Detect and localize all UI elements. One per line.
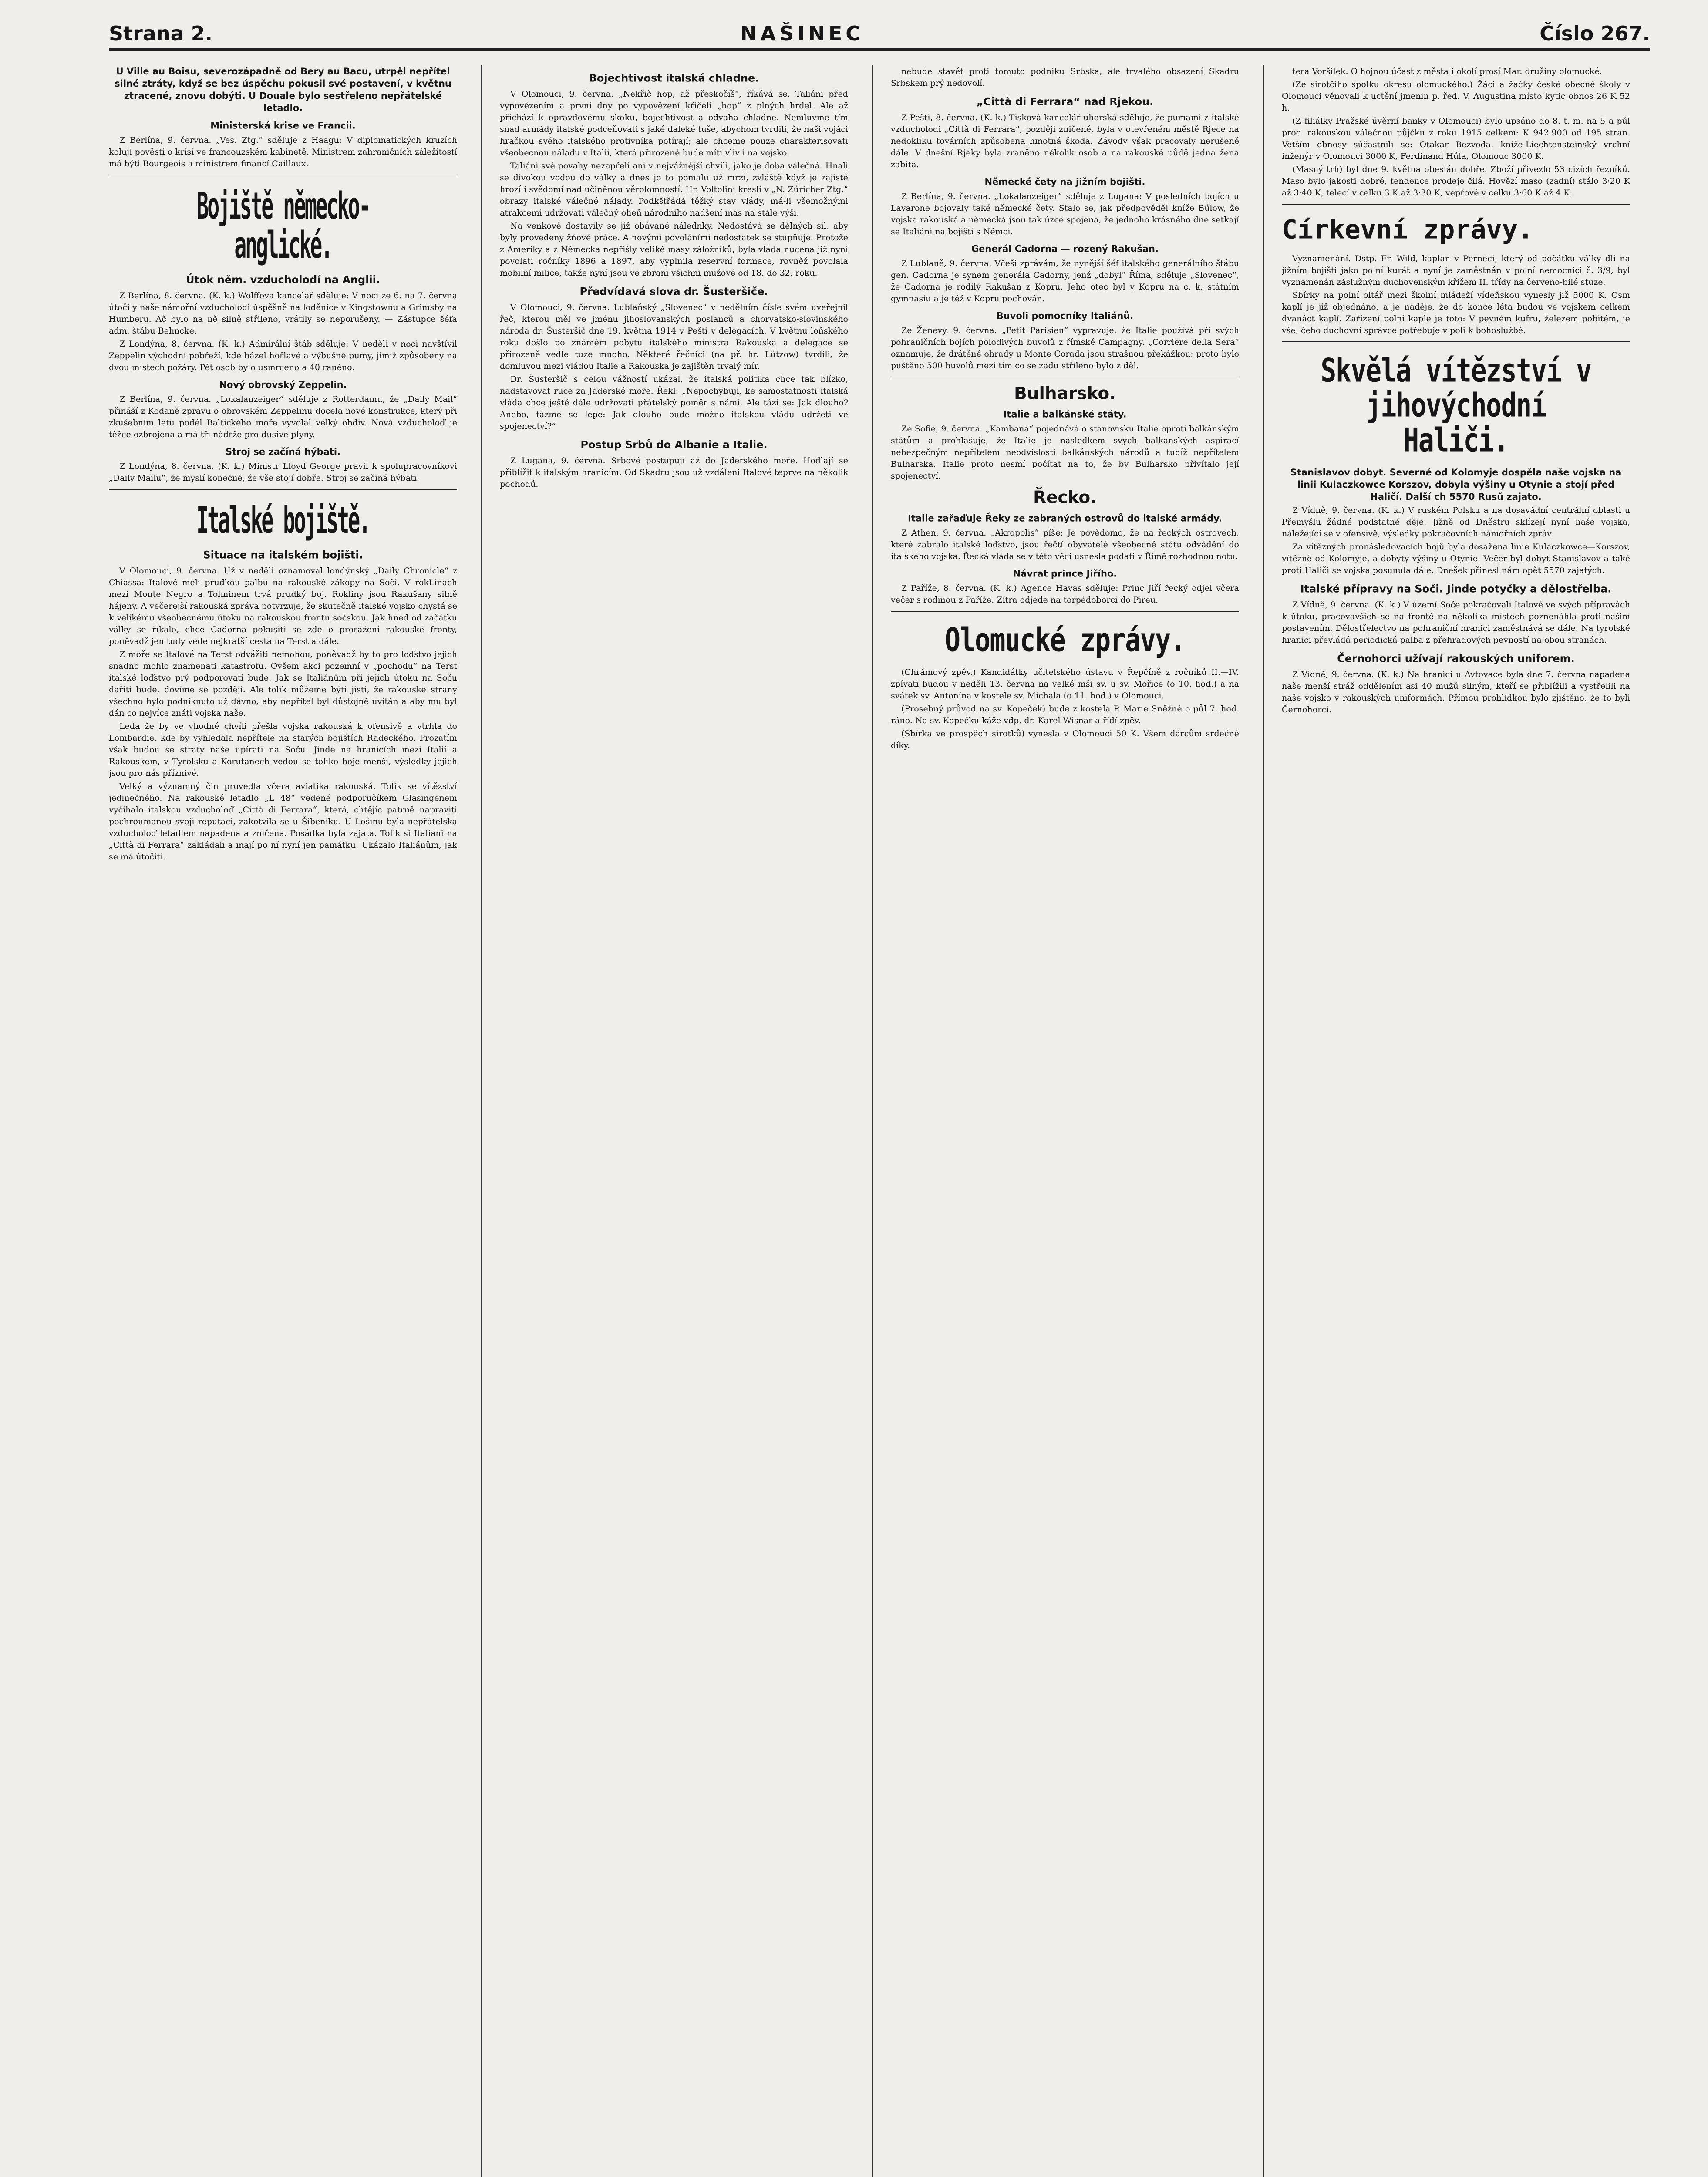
column-3 (891, 65, 1239, 1319)
article-paragraph: Ze Ženevy, 9. června. „Petit Parisien“ vypravuje, že Italie používá při svých pohraničních bojích polodivých buvolů z římské Campagny. „Corriere della Sera“ oznamuje, že drátěné ohrady u Monte Corada jsou strašnou překážkou; proto bylo puštěno 500 buvolů mezi tím co se zadu stříleno bylo z děl. (891, 325, 1239, 371)
article-paragraph: Z Berlína, 9. června. „Lokalanzeiger“ sděluje z Lugana: V posledních bojích u Lavarone bojovaly také německé čety. Stalo se, jak předpověděl kníže Bülow, že vojska rakouská a německá jsou tak úzce spojena, že jednoho krásného dne setkají se Italiáni na bojišti s Němci. (891, 191, 1239, 236)
lead-paragraph: Stanislavov dobyt. Severně od Kolomyje dospěla naše vojska na linii Kulaczkowce Korszov, dobyla výšiny u Otynie a stojí před Haličí. Další ch 5570 Rusů zajato. (1290, 467, 1622, 502)
article-heading: Německé čety na jižním bojišti. (984, 176, 1145, 187)
article-heading: Stroj se začíná hýbati. (225, 446, 341, 457)
article-heading: Návrat prince Jiřího. (1013, 568, 1117, 579)
page-header (109, 22, 1650, 51)
article-heading: Útok něm. vzducholodí na Anglii. (185, 273, 381, 286)
article-paragraph: Sbírky na polní oltář mezi školní mládeží vídeňskou vynesly již 5000 K. Osm kaplí je již objednáno, a je naděje, že do konce léta budou ve vojskem celkem dvanáct kaplí. Zařízení polní kaple je toto: V pevném kufru, železem pobitém, je vše, čeho duchovní správce potřebuje v poli k bohoslužbě. (1282, 290, 1630, 335)
column-1 (109, 65, 457, 1319)
article-paragraph: tera Voršilek. O hojnou účast z města i okolí prosí Mar. družiny olomucké. (1292, 66, 1602, 76)
article-heading: Postup Srbů do Albanie a Italie. (580, 438, 768, 451)
article-paragraph: Z Vídně, 9. června. (K. k.) Na hranici u Avtovace byla dne 7. června napadena naše menší stráž oddělením asi 40 mužů silným, kteří se přiblížili a vystřelili na naše vojsko v rakouských uniformách. Přímou prohlídkou bylo zjištěno, že to byli Černohorci. (1282, 669, 1630, 714)
article-paragraph: Z Berlína, 9. června. „Ves. Ztg.“ sděluje z Haagu: V diplomatických kruzích kolují pověsti o krisi ve francouzském kabinetě. Ministrem zahraničních záležitostí má býti Bourgeois a ministrem financí Caillaux. (109, 135, 457, 168)
article-paragraph: (Ze sirotčího spolku okresu olomuckého.) Žáci a žačky české obecné školy v Olomouci věnovali k uctění jmenin p. řed. V. Augustina místo kytic obnos 26 K 52 h. (1282, 79, 1630, 113)
issue-number: Číslo 267. (1540, 22, 1650, 45)
article-heading: Předvídavá slova dr. Šusteršiče. (579, 285, 768, 298)
article-paragraph: Za vítězných pronásledovacích bojů byla dosažena linie Kulaczkowce—Korszov, vítězně od Kolomyje, a dobyty výšiny u Otynie. Večer byl dobyt Stanislavov a také proti Haliči se vojska posunula dále. Dnešek přinesl nám opět 5570 zajatých. (1282, 542, 1630, 575)
article-heading: Bojechtivost italská chladne. (589, 72, 759, 84)
article-paragraph: (Chrámový zpěv.) Kandidátky učitelského ústavu v Řepčíně z ročníků II.—IV. zpívati budou v neděli 13. června na velké mši sv. u sv. Mořice (o 10. hod.) a na svátek sv. Antonína v kostele sv. Michala (o 11. hod.) v Olomouci. (891, 667, 1239, 701)
article-paragraph: (Masný trh) byl dne 9. května obeslán dobře. Zboží přivezlo 53 cizích řezníků. Maso bylo jakosti dobré, tendence prodeje čilá. Hovězí maso (zadní) stálo 3·20 K až 3·40 K, telecí v celku 3 K až 3·30 K, vepřové v celku 3·60 K až 4 K. (1282, 164, 1630, 198)
section-divider (1282, 341, 1630, 342)
article-paragraph: Vyznamenání. Dstp. Fr. Wild, kaplan v Perneci, který od počátku války dlí na jižním bojišti jako polní kurát a nyní je zaměstnán v polní nemocnici č. 3/9, byl vyznamenán záslužným duchovenským křížem II. třídy na červeno-bílé stuze. (1282, 253, 1630, 287)
article-heading: Černohorci užívají rakouských uniforem. (1337, 652, 1575, 665)
column-4 (1282, 65, 1630, 1319)
article-heading: Buvoli pomocníky Italiánů. (996, 310, 1134, 321)
article-paragraph: V Olomouci, 9. června. Lublaňský „Slovenec“ v nedělním čísle svém uveřejnil řeč, kterou měl ve jménu jihoslovanských poslanců a chorvatsko-slovinského národa dr. Šusteršič dne 19. května 1914 v Pešti v delegacích. V květnu loňského roku došlo po známém pobytu italského ministra Rakouska a delegace se přirozeně vedle tuze mnoho. Některé řečníci (na př. hr. Lützow) tvrdili, že domluvou mezi vládou Italie a Rakouska je zajištěn trvalý mír. (500, 302, 848, 371)
article-heading: Nový obrovský Zeppelin. (219, 379, 347, 390)
column-rule (481, 65, 482, 2177)
article-heading: „Città di Ferrara“ nad Rjekou. (976, 95, 1154, 108)
article-paragraph: (Prosebný průvod na sv. Kopeček) bude z kostela P. Marie Sněžné o půl 7. hod. ráno. Na sv. Kopečku káže vdp. dr. Karel Wisnar a řídí zpěv. (891, 704, 1239, 725)
section-title: Skvělá vítězství v jihovýchodní Haliči. (1321, 351, 1591, 459)
article-paragraph: Z Londýna, 8. června. (K. k.) Ministr Lloyd George pravil k spolupracovníkovi „Daily Mailu“, že myslí konečně, že vše stojí dobře. Stroj se začíná hýbati. (109, 461, 457, 483)
article-paragraph: Na venkově dostavily se již obávané nálednky. Nedostává se dělných sil, aby byly provedeny žňové práce. A novými povoláními nedostatek se stupňuje. Protože z Ameriky a z Německa nepřišly veliké masy záložníků, byla vláda nucena již nyní povolati ročníky 1896 a 1897, aby vyplnila reservní formace, rovněž povolala mobilní milice, takže nyní jsou ve zbrani všichni mužové od 18. do 32. roku. (500, 221, 848, 278)
lead-paragraph: U Ville au Boisu, severozápadně od Bery au Bacu, utrpěl nepřítel silné ztráty, když se bez úspěchu pokusil své postavení, v květnu ztracené, znovu dobýti. U Douale bylo sestřeleno nepřátelské letadlo. (115, 66, 451, 113)
article-paragraph: Z Paříže, 8. června. (K. k.) Agence Havas sděluje: Princ Jiří řecký odjel včera večer s rodinou z Paříže. Zítra odjede na torpédoborci do Pireu. (891, 583, 1239, 605)
masthead-title: NAŠINEC (740, 22, 864, 45)
article-paragraph: Z Pešti, 8. června. (K. k.) Tisková kancelář uherská sděluje, že pumami z italské vzducholodi „Città di Ferrara“, později zničené, byla v otevřeném městě Rjece na nedokliku továrních způsobena hmotná škoda. Závody však pracovaly nerušeně dále. V dnešní Rjeky byla zraněno několik osob a na rakouské půdě jedna žena zabita. (891, 112, 1239, 169)
article-paragraph: Leda že by ve vhodné chvíli přešla vojska rakouská k ofensivě a vtrhla do Lombardie, kde by vyhledala nepřítele na starých bojištích Radeckého. Prozatím však budou se straty naše upírati na Soču. Jinde na hranicích mezi Italií a Rakouskem, v Tyrolsku a Korutanech vedou se toliko boje menší, výsledky jejich jsou pro nás příznivé. (109, 721, 457, 778)
article-paragraph: Z Lublaně, 9. června. Včeši zprávám, že nynější šéf italského generálního štábu gen. Cadorna je synem generála Cadorny, jenž „dobyl“ Říma, sděluje „Slovenec“, že Cadorna je rodilý Rakušan z Kopru. Jeho otec byl v Kopru na c. k. státním gymnasiu a je též v Kopru pochován. (891, 258, 1239, 303)
page-number: Strana 2. (109, 22, 213, 45)
section-divider (109, 489, 457, 490)
article-paragraph: Z Lugana, 9. června. Srbové postupují až do Jaderského moře. Hodlají se přiblížit k italským hranicím. Od Skadru jsou už vzdáleni Italové teprve na několik pochodů. (500, 455, 848, 489)
article-heading: Generál Cadorna — rozený Rakušan. (971, 243, 1159, 254)
article-heading: Situace na italském bojišti. (203, 549, 363, 561)
article-paragraph: V Olomouci, 9. června. „Nekřič hop, až přeskočíš“, říkává se. Taliáni před vypovězením a první dny po vypovězení křičeli „hop“ z plných hrdel. Ale až přichází k opravdovému skoku, bojechtivost a odvaha chladne. Nemluvme tím snad armády italské podceňovati s jaké daleké tuše, abychom tvrdili, že naši vojáci hračkou svého italského protivníka potírají; ale chceme pouze charakterisovati všeobecnou náladu v Italii, která přirozeně bude míti vliv i na vojsko. (500, 89, 848, 158)
article-paragraph: nebude stavět proti tomuto podniku Srbska, ale trvalého obsazení Skadru Srbskem prý nedovolí. (891, 66, 1239, 88)
column-rule (1263, 65, 1264, 2177)
section-divider (1282, 204, 1630, 205)
article-heading: Italské přípravy na Soči. Jinde potyčky a dělostřelba. (1300, 583, 1612, 595)
article-paragraph: Z moře se Italové na Terst odvážiti nemohou, poněvadž by to pro loďstvo jejich snadno mohlo znamenati katastrofu. Ovšem akci pozemní v „pochodu“ na Terst italské loďstvo prý podporovati bude. Jak se Italiánům při jejich útoku na Soču dařiti bude, dovíme se později. Ale tolik můžeme býti jisti, že rakouské strany všechno bylo podniknuto už dávno, aby nepřítel byl důstojně uvítán a aby mu byl dán co nejvíce znáti vojska naše. (109, 649, 457, 718)
article-paragraph: V Olomouci, 9. června. Už v neděli oznamoval londýnský „Daily Chronicle“ z Chiassa: Italové měli prudkou palbu na rakouské zákopy na Soči. V rokLinách mezi Monte Negro a Tolminem trvá prudký boj. Rokliny jsou Rakušany silně hájeny. A večerejší rakouská zpráva potvrzuje, že skutečně italské vojsko chystá se k velikému všeobecnému útoku na rakouskou frontu sočskou. Jak hned od začátku války se říkalo, chce Cadorna pokusiti se zde o prorážení rakouské fronty, poněvadž jen tudy vede nejkratší cesta na Terst a dále. (109, 566, 457, 646)
section-heading: Řecko. (1033, 488, 1097, 507)
article-heading: Italie a balkánské státy. (1003, 409, 1127, 420)
article-paragraph: Z Berlína, 9. června. „Lokalanzeiger“ sděluje z Rotterdamu, že „Daily Mail“ přináší z Kodaně zprávu o obrovském Zeppelinu docela nové konstrukce, který při zkušebním letu podél Baltického moře vyvolal velký obdiv. Nová vzducholoď je těžce ozbrojena a má tři nádrže pro dusivé plyny. (109, 394, 457, 439)
article-paragraph: Ze Sofie, 9. června. „Kambana“ pojednává o stanovisku Italie oproti balkánským státům a prohlašuje, že Italie je následkem svých balkánských aspirací nebezpečným nepřítelem neodvislosti balkánských národů a tudíž nepřítelem Bulharska. Italie proto nesmí počítat na to, že by Bulharsko přivítalo její spojenectví. (891, 424, 1239, 481)
article-paragraph: Velký a významný čin provedla včera aviatika rakouská. Tolik se vítězství jedinečného. Na rakouské letadlo „L 48“ vedené podporučíkem Glasingenem vyčíhalo italskou vzducholoď „Città di Ferrara“, která, chtějíc patrně napraviti pochroumanou svoji reputaci, zakotvila se u Šibeniku. U Lošinu byla nepřátelská vzducholoď letadlem napadena a zničena. Posádka byla zajata. Tolik si Italiani na „Città di Ferrara“ zakládali a mají po ní nyní jen památku. Ukázalo Italiánům, jak se má útočiti. (109, 781, 457, 862)
section-title: Církevní zprávy. (1282, 214, 1533, 245)
section-title: Italské bojiště. (196, 499, 370, 542)
column-2 (500, 65, 848, 1319)
article-paragraph: Taliáni své povahy nezapřeli ani v nejvážnější chvíli, jako je doba válečná. Hnali se divokou vodou do války a dnes jo to pomalu už mrzí, zvláště když je zajisté hrozí i svědomí nad učiněnou věrolomností. Hr. Voltolini kreslí v „N. Züricher Ztg.“ obrazy italské válečné nálady. Podkštřádá těžký stav vlády, má-li všemožnými atrakcemi udržovati válečný oheň národního nadšení mas na stále výši. (500, 161, 848, 218)
section-title: Bojiště německo-anglické. (196, 184, 370, 267)
article-paragraph: Z Athen, 9. června. „Akropolis“ píše: Je povědomo, že na řeckých ostrovech, které zabralo italské loďstvo, jsou řečtí obyvatelé všeobecně státu odvádění do italského vojska. Řecká vláda se v této věci usnesla podati v Římě rozhodnou notu. (891, 528, 1239, 561)
column-rule (872, 65, 873, 2177)
section-divider (891, 611, 1239, 612)
section-heading: Bulharsko. (1014, 384, 1116, 403)
article-heading: Ministerská krise ve Francii. (210, 120, 356, 131)
article-paragraph: Z Vídně, 9. června. (K. k.) V území Soče pokračovali Italové ve svých přípravách k útoku, pracovavších se na frontě na několika místech poznenáhla proti našim postavením. Dělostřelectvo na pohraniční hranici zaměstnává se dále. Na tyrolské hranici převládá periodická palba z přehradových pevností na obou stranách. (1282, 600, 1630, 645)
section-title: Olomucké zprávy. (944, 621, 1186, 659)
article-paragraph: (Z filiálky Pražské úvěrní banky v Olomouci) bylo upsáno do 8. t. m. na 5 a půl proc. rakouskou válečnou půjčku z roku 1915 celkem: K 942.900 od 195 stran. Větším obnosy súčastnili se: Otakar Bezvoda, kníže-Liechtensteinský vrchní inženýr v Olomouci 3000 K, Ferdinand Hůla, Olomouc 3000 K. (1282, 116, 1630, 161)
article-paragraph: Dr. Šusteršič s celou vážností ukázal, že italská politika chce tak blízko, nadstavovat ruce za Jaderské moře. Řekl: „Nepochybuji, ke samostatnosti italská vláda chce ještě dále udržovati přátelský poměr s námi. Ale tázi se: Jak dlouho? Anebo, tázme se lépe: Jak dlouho bude možno italskou vládu udržeti ve spojenectví?“ (500, 374, 848, 431)
article-heading: Italie zařaďuje Řeky ze zabraných ostrovů do italské armády. (908, 513, 1222, 524)
article-paragraph: (Sbírka ve prospěch sirotků) vynesla v Olomouci 50 K. Všem dárcům srdečné díky. (891, 728, 1239, 750)
article-paragraph: Z Berlína, 8. června. (K. k.) Wolffova kancelář sděluje: V noci ze 6. na 7. června útočily naše námořní vzducholodi úspěšně na loděnice v Kingstownu a Grimsby na Humberu. Ač bylo na ně silně střileno, vrátily se neporušeny. — Zástupce šéfa adm. štábu Behncke. (109, 290, 457, 336)
newspaper-page (109, 22, 1650, 2177)
article-paragraph: Z Londýna, 8. června. (K. k.) Admirální štáb sděluje: V neděli v noci navštívil Zeppelin východní pobřeží, kde bázel hořlavé a výbušné pumy, jimiž způsobeny na dvou místech požáry. Pět osob bylo usmrceno a 40 raněno. (109, 339, 457, 372)
article-paragraph: Z Vídně, 9. června. (K. k.) V ruském Polsku a na dosavádní centrální oblasti u Přemyšlu žádné podstatné děje. Jižně od Dněstru sklízejí nyní naše vojska, náležející se v ofensivě, výsledky pokračovních námořních zpráv. (1282, 505, 1630, 539)
